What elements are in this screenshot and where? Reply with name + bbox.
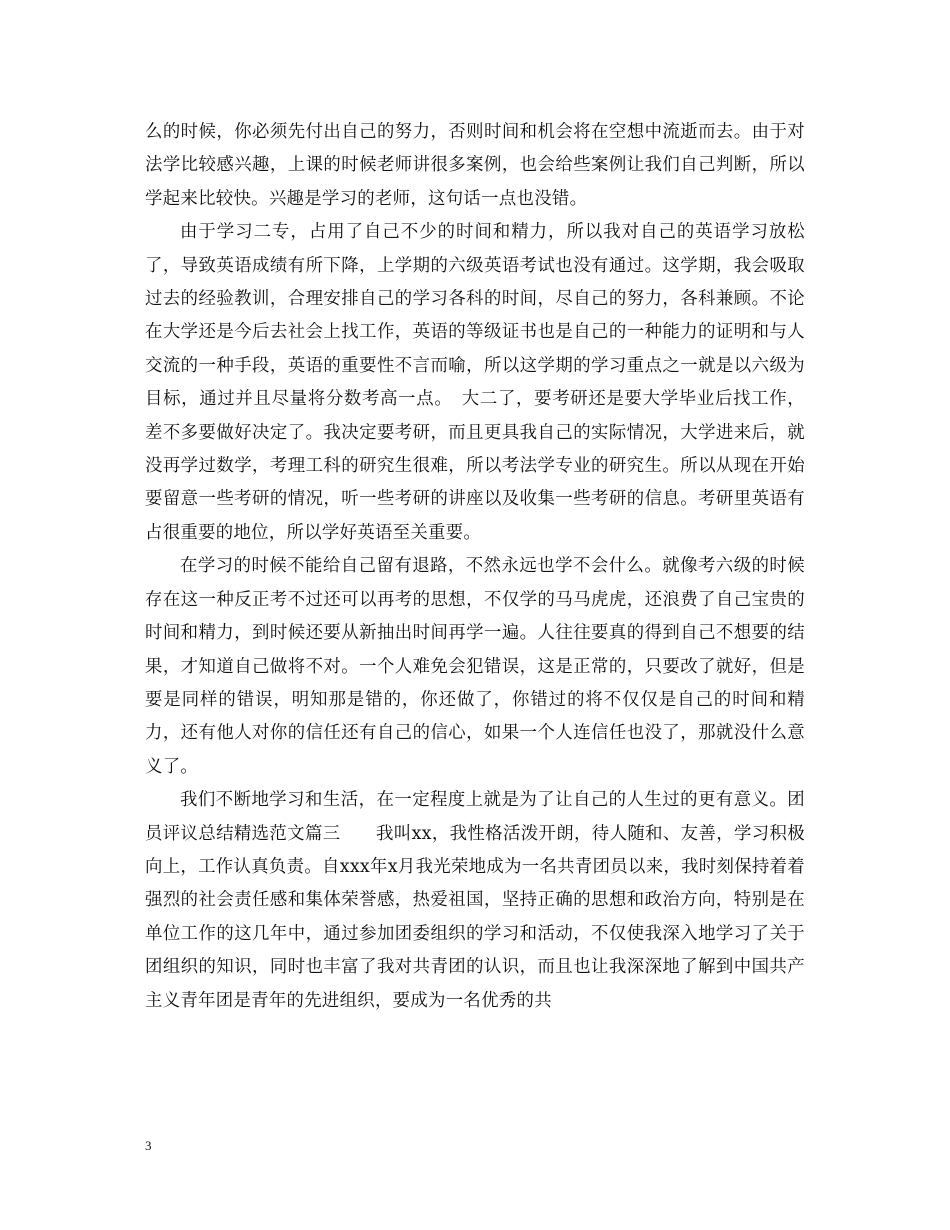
paragraph-1: 么的时候，你必须先付出自己的努力，否则时间和机会将在空想中流逝而去。由于对法学比较感兴趣，上课的时候老师讲很多案例，也会给些案例让我们自己判断，所以学起来比较快。兴趣是学习的老师，这句话一点也没错。 — [145, 122, 805, 209]
paragraph-4: 我们不断地学习和生活，在一定程度上就是为了让自己的人生过的更有意义。团员评议总结精选范文篇三 我叫xx，我性格活泼开朗，待人随和、友善，学习积极向上，工作认真负责。自xxx年x月我光荣地成为一名共青团员以来，我时刻保持着着强烈的社会责任感和集体荣誉感，热爱祖国，坚持正确的思想和政治方向，特别是在单位工作的这几年中，通过参加团委组织的学习和活动，不仅使我深入地学习了关于团组织的知识，同时也丰富了我对共青团的认识，而且也让我深深地了解到中国共产主义青年团是青年的先进组织，要成为一名优秀的共 — [145, 790, 805, 1011]
paragraph-3: 在学习的时候不能给自己留有退路，不然永远也学不会什么。就像考六级的时候存在这一种反正考不过还可以再考的思想，不仅学的马马虎虎，还浪费了自己宝贵的时间和精力，到时候还要从新抽出时间再学一遍。人往往要真的得到自己不想要的结果，才知道自己做将不对。一个人难免会犯错误，这是正常的，只要改了就好，但是要是同样的错误，明知那是错的，你还做了，你错过的将不仅仅是自己的时间和精力，还有他人对你的信任还有自己的信心，如果一个人连信任也没了，那就没什么意义了。 — [145, 556, 805, 777]
document-body — [145, 116, 805, 1018]
page-number: 3 — [145, 1138, 152, 1153]
paragraph-2: 由于学习二专，占用了自己不少的时间和精力，所以我对自己的英语学习放松了，导致英语成绩有所下降，上学期的六级英语考试也没有通过。这学期，我会吸取过去的经验教训，合理安排自己的学习各科的时间，尽自己的努力，各科兼顾。不论在大学还是今后去社会上找工作，英语的等级证书也是自己的一种能力的证明和与人交流的一种手段，英语的重要性不言而喻，所以这学期的学习重点之一就是以六级为目标，通过并且尽量将分数考高一点。 大二了，要考研还是要大学毕业后找工作，差不多要做好决定了。我决定要考研，而且更具我自己的实际情况，大学进来后，就没再学过数学，考理工科的研究生很难，所以考法学专业的研究生。所以从现在开始要留意一些考研的情况，听一些考研的讲座以及收集一些考研的信息。考研里英语有占很重要的地位，所以学好英语至关重要。 — [145, 222, 805, 543]
